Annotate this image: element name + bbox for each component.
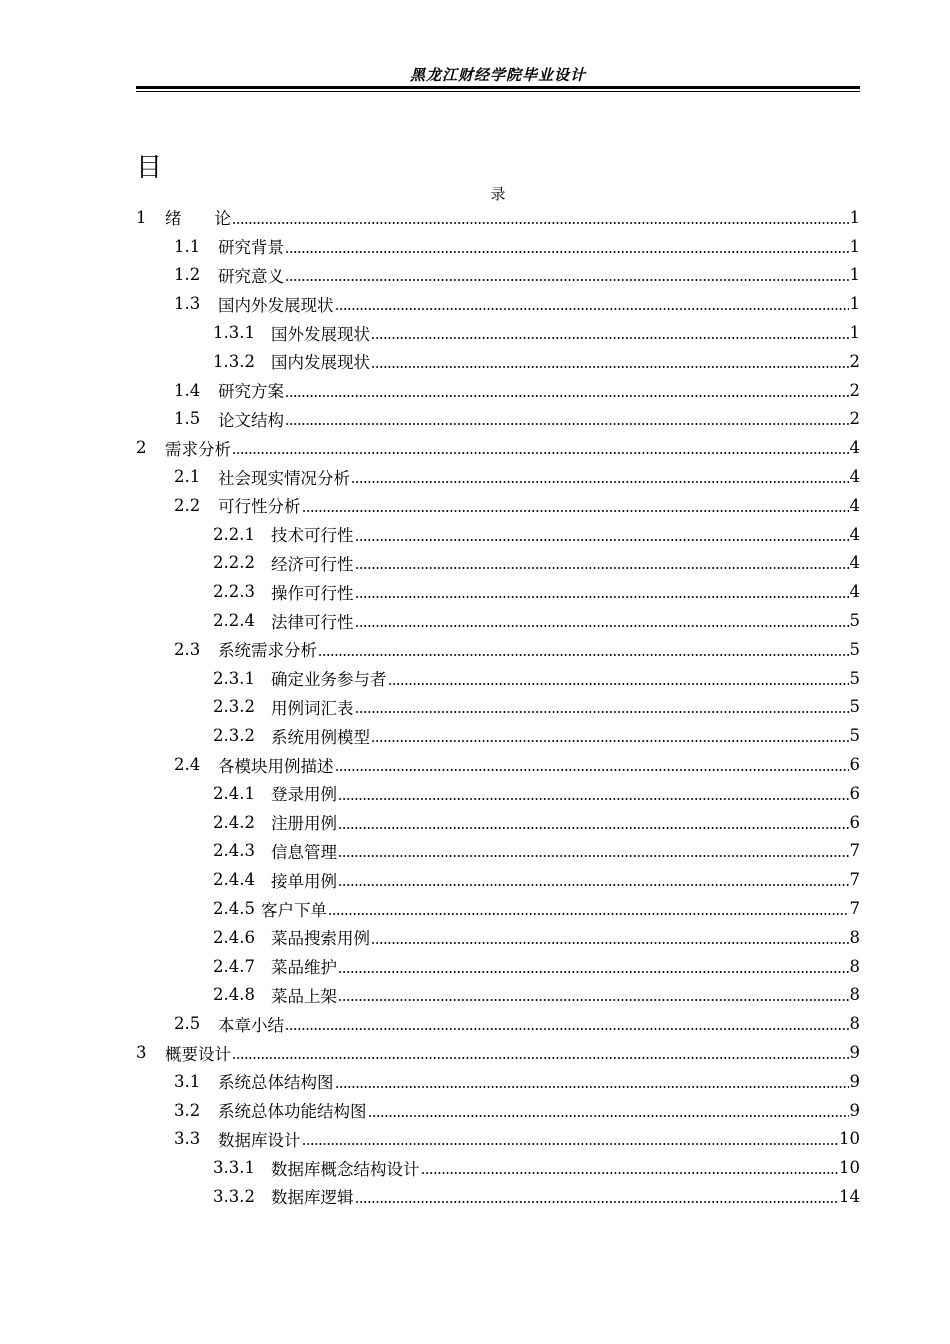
toc-entry-title: 法律可行性 bbox=[271, 612, 354, 632]
toc-entry-title: 数据库概念结构设计 bbox=[271, 1159, 420, 1179]
toc-entry-page: 7 bbox=[849, 841, 860, 861]
toc-entry-page: 5 bbox=[849, 726, 860, 746]
toc-heading-char2: 录 bbox=[490, 185, 506, 203]
toc-dot-leader bbox=[285, 423, 849, 425]
toc-entry-title: 技术可行性 bbox=[271, 526, 354, 546]
toc-entry-number: 1.3 bbox=[174, 294, 201, 314]
toc-entry-page: 7 bbox=[849, 899, 860, 919]
toc-entry-title: 接单用例 bbox=[271, 871, 337, 891]
toc-entry-number: 2.4.2 bbox=[213, 812, 255, 832]
toc-entry-title: 各模块用例描述 bbox=[218, 756, 334, 776]
toc-entry[interactable] bbox=[136, 721, 860, 750]
toc-entry[interactable] bbox=[136, 981, 860, 1010]
toc-entry-title: 国外发展现状 bbox=[271, 324, 370, 344]
toc-entry-number: 3.2 bbox=[174, 1100, 201, 1120]
toc-entry-number: 2.1 bbox=[174, 467, 201, 487]
toc-entry[interactable] bbox=[136, 1038, 860, 1067]
toc-entry-number: 2.5 bbox=[174, 1014, 201, 1034]
toc-entry[interactable] bbox=[136, 405, 860, 434]
toc-entry-page: 7 bbox=[849, 870, 860, 890]
toc-entry[interactable] bbox=[136, 865, 860, 894]
toc-entry-number: 2.4.8 bbox=[213, 985, 255, 1005]
toc-entry[interactable] bbox=[136, 577, 860, 606]
toc-entry-number: 2.4.4 bbox=[213, 870, 255, 890]
toc-entry-title: 客户下单 bbox=[261, 900, 327, 920]
toc-entry-title: 注册用例 bbox=[271, 814, 337, 834]
toc-entry[interactable] bbox=[136, 837, 860, 866]
toc-dot-leader bbox=[338, 999, 849, 1001]
toc-dot-leader bbox=[335, 1086, 849, 1088]
toc-entry-page: 14 bbox=[839, 1186, 860, 1206]
toc-entry-page: 2 bbox=[849, 351, 860, 371]
toc-dot-leader bbox=[285, 395, 849, 397]
toc-entry[interactable] bbox=[136, 808, 860, 837]
toc-dot-leader bbox=[388, 683, 849, 685]
toc-dot-leader bbox=[338, 971, 849, 973]
toc-entry-page: 4 bbox=[849, 467, 860, 487]
toc-entry-number: 2.3 bbox=[174, 639, 201, 659]
toc-dot-leader bbox=[232, 452, 849, 454]
header-title: 黑龙江财经学院毕业设计 bbox=[409, 66, 586, 84]
toc-entry[interactable] bbox=[136, 203, 860, 232]
toc-dot-leader bbox=[368, 1115, 849, 1117]
toc-entry-page: 8 bbox=[849, 985, 860, 1005]
toc-entry-number: 2.3.1 bbox=[213, 668, 255, 688]
toc-entry[interactable] bbox=[136, 1182, 860, 1211]
toc-entry-page: 2 bbox=[849, 380, 860, 400]
toc-entry-page: 1 bbox=[849, 294, 860, 314]
toc-dot-leader bbox=[338, 855, 849, 857]
toc-entry-page: 10 bbox=[839, 1158, 860, 1178]
toc-entry-page: 1 bbox=[849, 265, 860, 285]
toc-dot-leader bbox=[371, 942, 849, 944]
toc-entry[interactable] bbox=[136, 462, 860, 491]
toc-dot-leader bbox=[285, 279, 849, 281]
toc-entry-number: 1.2 bbox=[174, 265, 201, 285]
toc-entry[interactable] bbox=[136, 952, 860, 981]
toc-entry-title: 可行性分析 bbox=[218, 497, 301, 517]
toc-entry-number: 3.3.1 bbox=[213, 1158, 255, 1178]
toc-entry[interactable] bbox=[136, 433, 860, 462]
toc-entry-page: 4 bbox=[849, 495, 860, 515]
toc-entry-number: 2.3.2 bbox=[213, 726, 255, 746]
header-rule-thin bbox=[136, 91, 860, 92]
toc-entry[interactable] bbox=[136, 693, 860, 722]
toc-dot-leader bbox=[355, 625, 849, 627]
toc-entry-page: 5 bbox=[849, 611, 860, 631]
toc-entry-title: 国内外发展现状 bbox=[218, 295, 334, 315]
toc-entry-page: 8 bbox=[849, 927, 860, 947]
toc-entry-page: 4 bbox=[849, 438, 860, 458]
toc-entry-title: 确定业务参与者 bbox=[271, 670, 387, 690]
toc-dot-leader bbox=[302, 510, 849, 512]
toc-entry[interactable] bbox=[136, 232, 860, 261]
toc-entry[interactable] bbox=[136, 261, 860, 290]
toc-entry-number: 1.3.2 bbox=[213, 351, 255, 371]
toc-entry-title: 概要设计 bbox=[165, 1044, 231, 1064]
toc-entry-number: 2.2.4 bbox=[213, 611, 255, 631]
toc-entry-number: 2.4.5 bbox=[213, 899, 255, 919]
toc-dot-leader bbox=[285, 251, 849, 253]
toc-entry[interactable] bbox=[136, 318, 860, 347]
toc-entry-page: 5 bbox=[849, 668, 860, 688]
toc-entry-title: 系统用例模型 bbox=[271, 727, 370, 747]
toc-entry-title: 绪 论 bbox=[165, 209, 231, 229]
toc-entry[interactable] bbox=[136, 376, 860, 405]
toc-entry[interactable] bbox=[136, 1067, 860, 1096]
toc-dot-leader bbox=[328, 913, 849, 915]
header-rule-thick bbox=[136, 86, 860, 89]
toc-dot-leader bbox=[335, 769, 849, 771]
toc-entry-title: 菜品搜索用例 bbox=[271, 929, 370, 949]
toc-entry-title: 系统总体功能结构图 bbox=[218, 1102, 367, 1122]
toc-entry-title: 系统总体结构图 bbox=[218, 1073, 334, 1093]
toc-entry-page: 1 bbox=[849, 323, 860, 343]
toc-entry-page: 4 bbox=[849, 582, 860, 602]
toc-entry-number: 2.4 bbox=[174, 755, 201, 775]
toc-entry-title: 菜品维护 bbox=[271, 958, 337, 978]
toc-dot-leader bbox=[421, 1172, 839, 1174]
toc-heading-char1: 目 bbox=[136, 153, 163, 183]
toc-list bbox=[136, 203, 860, 1211]
toc-entry-title: 菜品上架 bbox=[271, 986, 337, 1006]
toc-entry[interactable] bbox=[136, 491, 860, 520]
toc-dot-leader bbox=[355, 539, 849, 541]
toc-entry[interactable] bbox=[136, 1096, 860, 1125]
toc-entry-title: 本章小结 bbox=[218, 1015, 284, 1035]
toc-entry-number: 2.2.2 bbox=[213, 553, 255, 573]
toc-entry-number: 2.2.3 bbox=[213, 582, 255, 602]
toc-entry-title: 研究背景 bbox=[218, 238, 284, 258]
toc-entry-title: 国内发展现状 bbox=[271, 353, 370, 373]
toc-entry-title: 经济可行性 bbox=[271, 554, 354, 574]
toc-entry-number: 1.1 bbox=[174, 236, 201, 256]
toc-entry[interactable] bbox=[136, 779, 860, 808]
toc-dot-leader bbox=[335, 308, 849, 310]
toc-entry-number: 2.4.6 bbox=[213, 927, 255, 947]
toc-entry-page: 8 bbox=[849, 1014, 860, 1034]
toc-dot-leader bbox=[351, 481, 849, 483]
toc-entry-number: 3 bbox=[136, 1043, 147, 1062]
toc-dot-leader bbox=[338, 827, 849, 829]
toc-entry[interactable] bbox=[136, 520, 860, 549]
toc-entry-number: 1.3.1 bbox=[213, 323, 255, 343]
toc-dot-leader bbox=[338, 798, 849, 800]
toc-entry-title: 用例词汇表 bbox=[271, 698, 354, 718]
toc-entry-title: 论文结构 bbox=[218, 410, 284, 430]
toc-entry-number: 3.1 bbox=[174, 1071, 201, 1091]
toc-entry-title: 需求分析 bbox=[165, 439, 231, 459]
toc-entry-page: 8 bbox=[849, 956, 860, 976]
toc-entry[interactable] bbox=[136, 750, 860, 779]
toc-entry-number: 2.3.2 bbox=[213, 697, 255, 717]
toc-entry[interactable] bbox=[136, 606, 860, 635]
toc-entry[interactable] bbox=[136, 894, 860, 923]
toc-entry-page: 5 bbox=[849, 639, 860, 659]
toc-dot-leader bbox=[355, 567, 849, 569]
toc-entry-number: 2.4.3 bbox=[213, 841, 255, 861]
toc-entry-page: 10 bbox=[839, 1129, 860, 1149]
toc-entry-title: 数据库设计 bbox=[218, 1130, 301, 1150]
toc-entry-title: 系统需求分析 bbox=[218, 641, 317, 661]
toc-entry[interactable] bbox=[136, 549, 860, 578]
toc-entry-number: 2.2 bbox=[174, 495, 201, 515]
toc-entry-page: 5 bbox=[849, 697, 860, 717]
toc-dot-leader bbox=[355, 711, 849, 713]
toc-entry-number: 3.3 bbox=[174, 1129, 201, 1149]
toc-dot-leader bbox=[338, 884, 849, 886]
toc-entry[interactable] bbox=[136, 923, 860, 952]
toc-entry[interactable] bbox=[136, 664, 860, 693]
toc-dot-leader bbox=[232, 1057, 849, 1059]
toc-entry-number: 2 bbox=[136, 438, 147, 458]
toc-entry-number: 2.2.1 bbox=[213, 524, 255, 544]
toc-dot-leader bbox=[371, 740, 849, 742]
toc-entry-title: 信息管理 bbox=[271, 842, 337, 862]
toc-entry-page: 6 bbox=[849, 812, 860, 832]
toc-entry[interactable] bbox=[136, 1153, 860, 1182]
toc-entry-page: 6 bbox=[849, 783, 860, 803]
toc-entry[interactable] bbox=[136, 289, 860, 318]
toc-entry-page: 9 bbox=[849, 1043, 860, 1062]
toc-entry-page: 9 bbox=[849, 1071, 860, 1091]
toc-dot-leader bbox=[232, 222, 849, 224]
toc-entry-title: 登录用例 bbox=[271, 785, 337, 805]
toc-entry-number: 1 bbox=[136, 207, 147, 227]
toc-entry-number: 3.3.2 bbox=[213, 1186, 255, 1206]
toc-entry-number: 1.5 bbox=[174, 409, 201, 429]
toc-entry-page: 2 bbox=[849, 409, 860, 429]
toc-entry-title: 社会现实情况分析 bbox=[218, 468, 350, 488]
toc-entry[interactable] bbox=[136, 347, 860, 376]
toc-entry-number: 2.4.1 bbox=[213, 783, 255, 803]
toc-entry-page: 1 bbox=[849, 207, 860, 227]
toc-dot-leader bbox=[371, 366, 849, 368]
toc-entry-title: 研究方案 bbox=[218, 382, 284, 402]
toc-dot-leader bbox=[355, 596, 849, 598]
toc-entry-page: 6 bbox=[849, 755, 860, 775]
toc-entry-page: 1 bbox=[849, 236, 860, 256]
toc-entry-page: 4 bbox=[849, 524, 860, 544]
toc-entry-title: 研究意义 bbox=[218, 266, 284, 286]
toc-entry-title: 数据库逻辑 bbox=[271, 1188, 354, 1208]
toc-entry-number: 2.4.7 bbox=[213, 956, 255, 976]
toc-dot-leader bbox=[355, 1201, 839, 1203]
toc-entry[interactable] bbox=[136, 1125, 860, 1154]
toc-entry-page: 4 bbox=[849, 553, 860, 573]
toc-entry[interactable] bbox=[136, 635, 860, 664]
toc-dot-leader bbox=[318, 654, 849, 656]
toc-entry-number: 1.4 bbox=[174, 380, 201, 400]
toc-entry-page: 9 bbox=[849, 1100, 860, 1120]
toc-entry-title: 操作可行性 bbox=[271, 583, 354, 603]
toc-dot-leader bbox=[285, 1028, 849, 1030]
toc-dot-leader bbox=[302, 1143, 839, 1145]
toc-entry[interactable] bbox=[136, 1009, 860, 1038]
toc-dot-leader bbox=[371, 337, 849, 339]
